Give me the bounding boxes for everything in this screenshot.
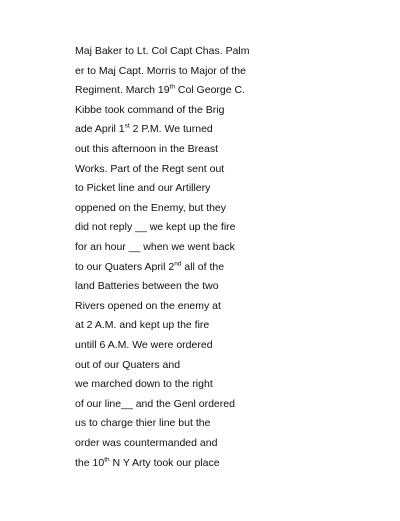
line-text: to Picket line and our Artillery bbox=[75, 182, 211, 195]
line-text: Kibbe took command of the Brig bbox=[75, 103, 225, 116]
text-line bbox=[75, 398, 235, 410]
line-text: all of the bbox=[181, 260, 225, 273]
line-text: 2 P.M. We turned bbox=[129, 123, 213, 136]
line-text: we marched down to the right bbox=[75, 378, 213, 391]
line-text: us to charge thier line but the bbox=[75, 417, 211, 430]
text-line bbox=[75, 378, 213, 390]
text-line bbox=[75, 339, 213, 351]
text-line bbox=[75, 457, 220, 469]
line-text: to our Quaters April 2 bbox=[75, 260, 175, 273]
superscript-text: th bbox=[104, 456, 110, 464]
text-line bbox=[75, 241, 235, 253]
line-text: oppened on the Enemy, but they bbox=[75, 201, 226, 214]
text-line bbox=[75, 84, 245, 96]
text-line bbox=[75, 65, 246, 77]
text-line bbox=[75, 163, 224, 175]
line-text: at 2 A.M. and kept up the fire bbox=[75, 319, 210, 332]
text-line bbox=[75, 437, 217, 449]
line-text: Regiment. March 19 bbox=[75, 84, 170, 97]
superscript-text: st bbox=[124, 122, 130, 130]
text-line bbox=[75, 300, 221, 312]
line-text: did not reply __ we kept up the fire bbox=[75, 221, 236, 234]
line-text: untill 6 A.M. We were ordered bbox=[75, 339, 213, 351]
text-line bbox=[75, 221, 236, 233]
text-line bbox=[75, 319, 209, 331]
line-text: Rivers opened on the enemy at bbox=[75, 299, 221, 312]
text-line bbox=[75, 202, 226, 214]
line-text: land Batteries between the two bbox=[75, 280, 219, 293]
line-text: out of our Quaters and bbox=[75, 358, 181, 371]
text-line bbox=[75, 104, 224, 116]
superscript-text: nd bbox=[174, 260, 182, 268]
line-text: Col George C. bbox=[174, 84, 245, 97]
text-line bbox=[75, 123, 213, 135]
text-line bbox=[75, 182, 210, 194]
text-line bbox=[75, 417, 210, 429]
text-line bbox=[75, 261, 224, 273]
line-text: er to Maj Capt. Morris to Major of the bbox=[75, 64, 246, 77]
text-line bbox=[75, 359, 180, 371]
line-text: order was countermanded and bbox=[75, 437, 218, 449]
text-line bbox=[75, 143, 218, 155]
line-text: ade April 1 bbox=[75, 123, 125, 136]
text-line bbox=[75, 45, 250, 57]
text-line bbox=[75, 280, 219, 292]
line-text: Maj Baker to Lt. Col Capt Chas. Palm bbox=[75, 45, 250, 57]
line-text: for an hour __ when we went back bbox=[75, 241, 235, 253]
line-text: N Y Arty took our place bbox=[109, 456, 220, 469]
line-text: the 10 bbox=[75, 456, 105, 469]
line-text: Works. Part of the Regt sent out bbox=[75, 162, 225, 175]
line-text: out this afternoon in the Breast bbox=[75, 143, 219, 155]
superscript-text: th bbox=[169, 83, 175, 91]
line-text: of our line__ and the Genl ordered bbox=[75, 397, 235, 410]
